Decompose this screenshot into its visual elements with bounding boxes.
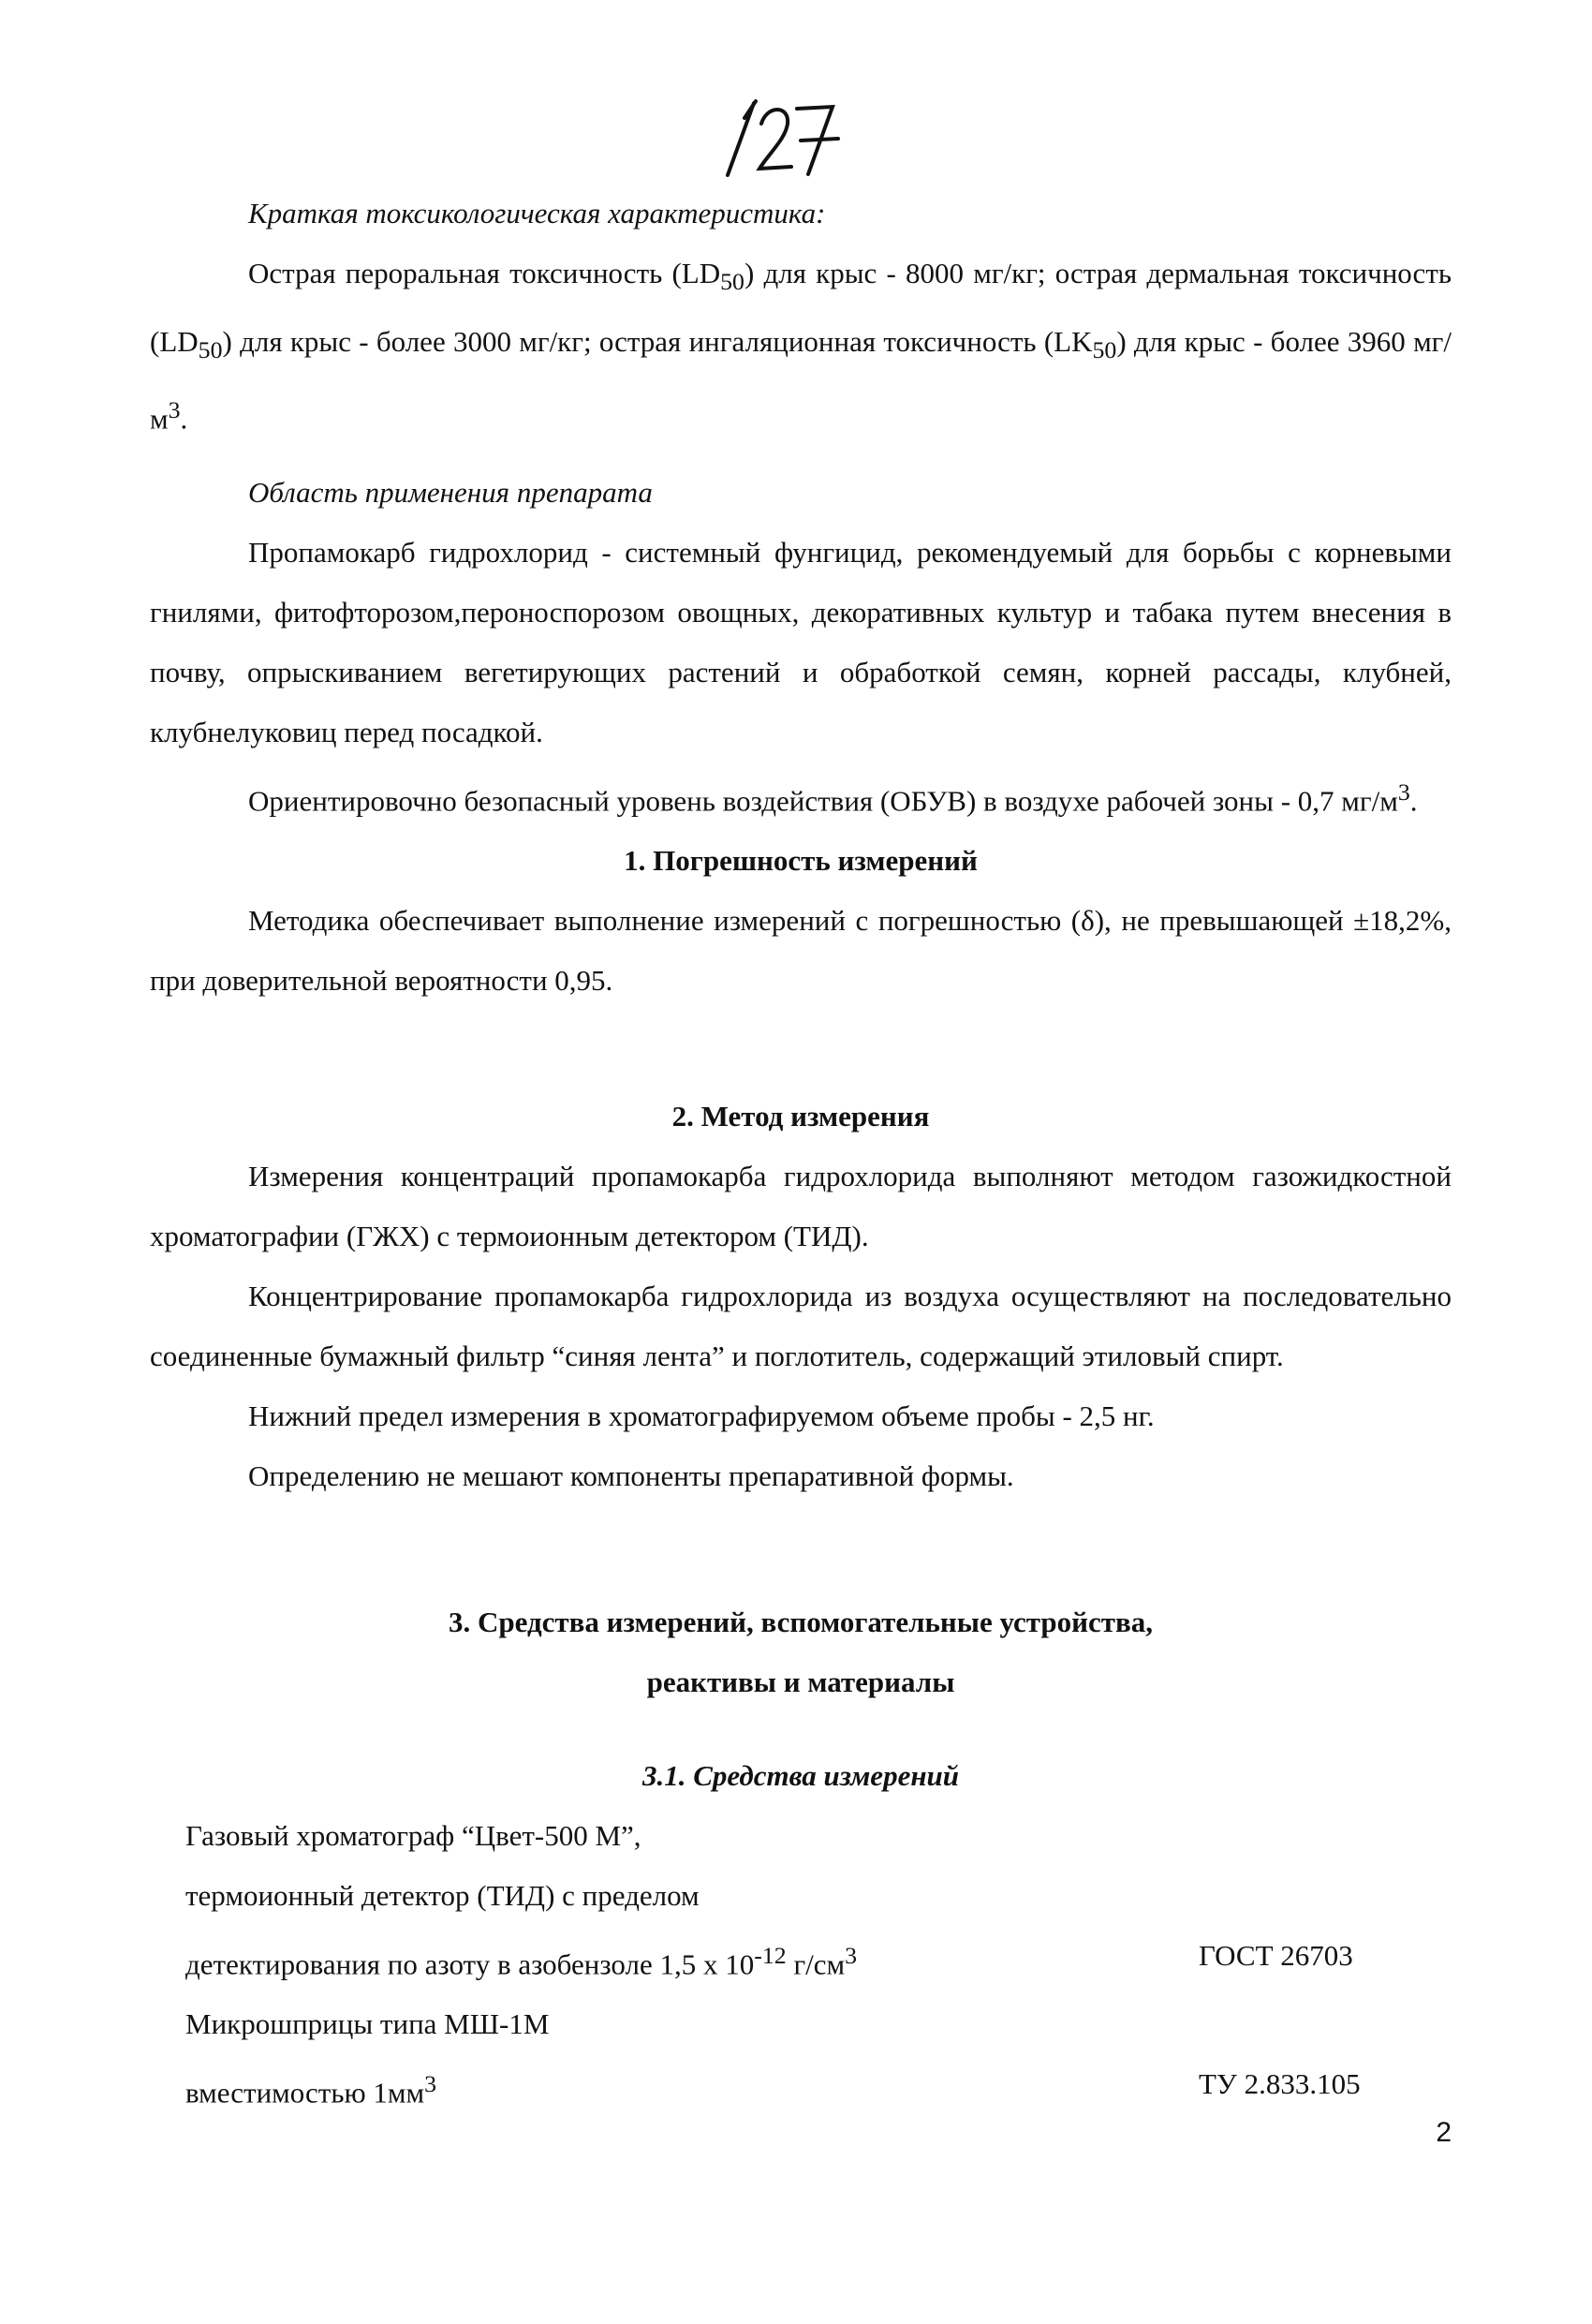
section-3-1-heading: 3.1. Средства измерений	[641, 1759, 960, 1792]
toxicology-heading: Краткая токсикологическая характеристика:	[248, 197, 826, 229]
handwritten-number-graphic	[707, 86, 848, 189]
equipment-line-3-sup: -12	[754, 1942, 787, 1969]
toxicology-paragraph	[150, 244, 1452, 450]
section-2-paragraph-2: Концентрирование пропамокарба гидрохлорида из воздуха осуществляют на последовательно соединенные бумажный фильтр “синяя лента” и поглотитель, содержащий этиловый спирт.	[150, 1280, 1452, 1372]
section-1-heading: 1. Погрешность измерений	[624, 844, 978, 878]
application-heading: Область применения препарата	[248, 475, 653, 509]
toxicology-text-1: Острая пероральная токсичность (LD	[248, 257, 721, 289]
intro-block	[150, 184, 1452, 1011]
equipment-line-1: Газовый хроматограф “Цвет-500 М”,	[185, 1819, 641, 1852]
equipment-line-5	[185, 2054, 436, 2123]
equipment-line-3-unit: г/см	[786, 1947, 846, 1981]
toxicology-text-5: .	[180, 402, 188, 436]
section-1-paragraph: Методика обеспечивает выполнение измерений с погрешностью (δ), не превышающей ±18,2%, при доверительной вероятности 0,95.	[150, 904, 1452, 998]
handwritten-page-number	[707, 86, 848, 189]
section-3-heading-line-1: 3. Средства измерений, вспомогательные устройства,	[449, 1606, 1153, 1638]
section-2-paragraph-1: Измерения концентраций пропамокарба гидрохлорида выполняют методом газожидкостной хроматографии (ГЖХ) с термоионным детектором (ТИД).	[150, 1160, 1452, 1252]
tu-reference: ТУ 2.833.105	[1199, 2067, 1361, 2101]
equipment-row-1	[150, 1806, 1452, 1866]
section-3-heading-line-2: реактивы и материалы	[646, 1665, 955, 1698]
method-block	[150, 1087, 1452, 1506]
section-2-heading: 2. Метод измерения	[671, 1100, 930, 1132]
equipment-row-2	[150, 1866, 1452, 1926]
toxicology-text-3: ) для крыс - более 3000 мг/кг; острая ингаляционная токсичность (LK	[222, 325, 1093, 359]
application-paragraph: Пропамокарб гидрохлорид - системный фунгицид, рекомендуемый для борьбы с корневыми гнилями, фитофторозом,пероноспорозом овощных, декоративных культур и табака путем внесения в почву, опрыскиванием вегетирующих растений и обработкой семян, корней рассады, клубней, клубнелуковиц перед посадкой.	[150, 535, 1452, 748]
equipment-row-4	[150, 1994, 1452, 2054]
toxicology-sup-4: 3	[168, 396, 181, 424]
page-number: 2	[1436, 2117, 1452, 2148]
equipment-row-5	[150, 2054, 1452, 2123]
obuv-end: .	[1409, 784, 1418, 818]
equipment-block	[150, 1592, 1452, 2124]
gost-reference: ГОСТ 26703	[1199, 1939, 1353, 1972]
obuv-paragraph	[150, 762, 1452, 831]
section-2-paragraph-3: Нижний предел измерения в хроматографируемом объеме пробы - 2,5 нг.	[248, 1399, 1155, 1432]
section-2-paragraph-4: Определению не мешают компоненты препаративной формы.	[248, 1459, 1014, 1492]
toxicology-sub-3: 50	[1092, 336, 1117, 364]
toxicology-sub-1: 50	[720, 268, 744, 296]
equipment-line-5-text: вместимостью 1мм	[185, 2076, 425, 2109]
obuv-sup: 3	[1397, 777, 1410, 806]
equipment-line-2: термоионный детектор (ТИД) с пределом	[185, 1879, 700, 1912]
equipment-row-3	[150, 1926, 1452, 1994]
equipment-line-5-sup: 3	[424, 2070, 437, 2098]
toxicology-text-2: ) для крыс - 8000 мг/кг; острая дермальная токсичность (LD	[150, 257, 1452, 359]
obuv-text: Ориентировочно безопасный уровень воздействия (ОБУВ) в воздухе рабочей зоны - 0,7 мг/м	[248, 784, 1398, 818]
equipment-line-3-text: детектирования по азоту в азобензоле 1,5 х 10	[185, 1947, 755, 1981]
equipment-line-3-unit-sup: 3	[845, 1942, 858, 1969]
toxicology-sub-2: 50	[198, 336, 223, 364]
equipment-line-4: Микрошприцы типа МШ-1М	[185, 2007, 550, 2041]
toxicology-text-4: ) для крыс - более 3960 мг/м	[150, 325, 1452, 436]
equipment-line-3	[185, 1926, 857, 1994]
